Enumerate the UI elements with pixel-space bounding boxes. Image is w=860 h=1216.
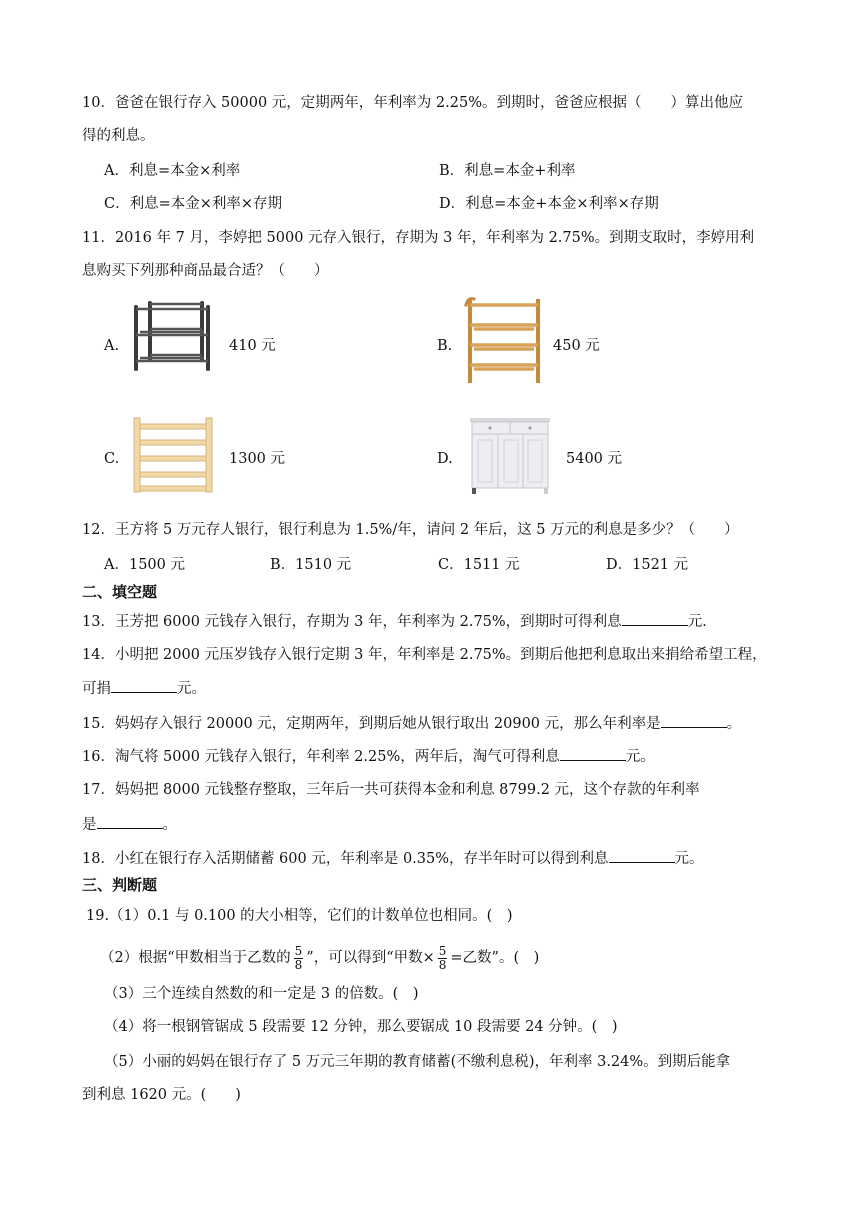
- q19-part2-text-b: ”，可以得到“甲数×: [306, 950, 435, 966]
- wooden-shoe-rack-icon: [464, 295, 544, 383]
- q18-text: 18．小红在银行存入活期储蓄 600 元，年利率是 0.35%，存半年时可以得到利息: [82, 851, 609, 867]
- q15: [82, 713, 741, 734]
- q18: [82, 848, 704, 869]
- q10-line1: 10．爸爸在银行存入 50000 元，定期两年，年利率为 2.25%。到期时，爸爸应根据（ ）算出他应: [82, 95, 743, 111]
- q17-line1: 17．妈妈把 8000 元钱整存整取，三年后一共可获得本金和利息 8799.2 元，这个存款的年利率: [82, 782, 700, 798]
- q16-text: 16．淘气将 5000 元钱存入银行，年利率 2.25%，两年后，淘气可得利息: [82, 749, 560, 765]
- q11-option-c-price: 1300 元: [229, 451, 286, 467]
- q14-line2: [82, 678, 206, 699]
- fraction-numerator-2: 5: [438, 943, 447, 958]
- q19-part4: （4）将一根钢管锯成 5 段需要 12 分钟，那么要锯成 10 段需要 24 分钟。( ): [104, 1019, 618, 1035]
- q13-blank[interactable]: [622, 611, 688, 626]
- q11-option-b-price: 450 元: [553, 338, 600, 354]
- q11-option-d-letter: D.: [437, 451, 453, 467]
- q19-part2-text-c: =乙数”。( ): [450, 950, 540, 966]
- white-cabinet-icon: [468, 416, 552, 496]
- q15-blank[interactable]: [661, 713, 727, 728]
- q10-option-c: C．利息=本金×利率×存期: [104, 196, 283, 212]
- q15-end: 。: [726, 716, 742, 732]
- q10-option-b: B．利息=本金+利率: [439, 163, 576, 179]
- q17-end: 。: [162, 817, 177, 833]
- q11-line2: 息购买下列那种商品最合适？（ ）: [82, 263, 329, 279]
- q16-blank[interactable]: [560, 746, 626, 761]
- q10-option-d: D．利息=本金+本金×利率×存期: [439, 196, 659, 212]
- q11-option-a-letter: A.: [104, 338, 120, 354]
- q19-part3: （3）三个连续自然数的和一定是 3 的倍数。( ): [104, 986, 419, 1002]
- metal-shoe-rack-icon: [128, 301, 216, 373]
- q19-part2: [100, 943, 539, 973]
- q12-line1: 12．王方将 5 万元存人银行，银行利息为 1.5%/年，请问 2 年后，这 5 万元的利息是多少？（ ）: [82, 522, 739, 538]
- section-fill-blank-title: 二、填空题: [82, 583, 158, 601]
- q17-blank[interactable]: [97, 814, 163, 829]
- q16-unit: 元。: [625, 749, 655, 765]
- q17-text2: 是: [82, 817, 97, 833]
- q18-unit: 元。: [674, 851, 704, 867]
- q19-part5-line2: 到利息 1620 元。( ): [82, 1087, 241, 1103]
- q19-part5-line1: （5）小丽的妈妈在银行存了 5 万元三年期的教育储蓄(不缴利息税)，年利率 3.24%。到期后能拿: [104, 1054, 731, 1070]
- q16: [82, 746, 655, 767]
- q17-line2: [82, 814, 177, 835]
- q14-text2: 可捐: [82, 681, 111, 697]
- q11-option-b-letter: B.: [437, 338, 453, 354]
- q10-line2: 得的利息。: [82, 128, 155, 144]
- fraction-five-eighths-2: [438, 945, 448, 972]
- fraction-five-eighths: [294, 945, 304, 972]
- q12-option-b: B．1510 元: [270, 557, 352, 573]
- q19-part2-text-a: （2）根据“甲数相当于乙数的: [100, 950, 291, 966]
- q12-option-a: A．1500 元: [104, 557, 185, 573]
- q11-option-a-price: 410 元: [229, 338, 276, 354]
- fraction-denominator-2: 8: [438, 957, 447, 972]
- q13: [82, 611, 707, 632]
- q13-unit: 元.: [687, 614, 707, 630]
- q10-option-a: A．利息=本金×利率: [104, 163, 241, 179]
- q15-text: 15．妈妈存入银行 20000 元，定期两年，到期后她从银行取出 20900 元，那么年利率是: [82, 716, 661, 732]
- q14-blank[interactable]: [111, 678, 177, 693]
- q13-text: 13．王芳把 6000 元钱存入银行，存期为 3 年，年利率为 2.75%，到期时可得利息: [82, 614, 622, 630]
- q11-option-c-letter: C.: [104, 451, 120, 467]
- q12-option-d: D．1521 元: [606, 557, 689, 573]
- q18-blank[interactable]: [609, 848, 675, 863]
- q11-line1: 11．2016 年 7 月，李婷把 5000 元存入银行，存期为 3 年，年利率为 2.75%。到期支取时，李婷用利: [82, 230, 755, 246]
- q12-option-c: C．1511 元: [438, 557, 520, 573]
- pine-shoe-rack-icon: [130, 416, 216, 494]
- q14-unit: 元。: [177, 681, 206, 697]
- q11-option-d-price: 5400 元: [566, 451, 623, 467]
- section-judgement-title: 三、判断题: [82, 876, 158, 894]
- q14-line1: 14．小明把 2000 元压岁钱存入银行定期 3 年，年利率是 2.75%。到期后他把利息取出来捐给希望工程，: [82, 647, 767, 663]
- fraction-denominator: 8: [294, 957, 303, 972]
- q19-part1: 19.（1）0.1 与 0.100 的大小相等，它们的计数单位也相同。( ): [86, 908, 513, 924]
- fraction-numerator: 5: [294, 943, 303, 958]
